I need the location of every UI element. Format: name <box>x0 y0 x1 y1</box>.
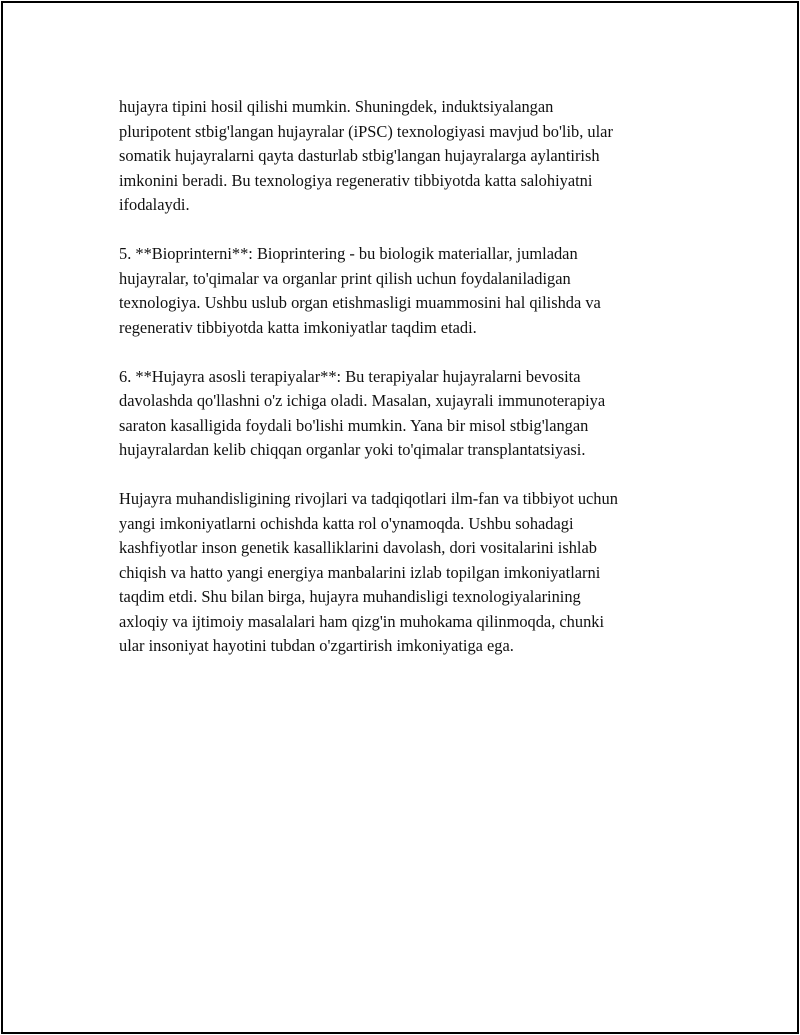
paragraph-bioprinting: 5. **Bioprinterni**: Bioprintering - bu biologik materiallar, jumladan hujayralar, to'qimalar va organlar print qilish uchun foydalaniladigan texnologiya. Ushbu uslub organ etishmasligi muammosini hal qilishda va regenerativ tibbiyotda katta imkoniyatlar taqdim etadi. <box>119 244 601 337</box>
paragraph-ipsc-continuation: hujayra tipini hosil qilishi mumkin. Shuningdek, induktsiyalangan pluripotent stbig'langan hujayralar (iPSC) texnologiyasi mavjud bo'lib, ular somatik hujayralarni qayta dasturlab stbig'langan hujayralarga aylantirish imkonini beradi. Bu texnologiya regenerativ tibbiyotda katta salohiyatni ifodalaydi. <box>119 97 613 214</box>
paragraph-cell-therapies: 6. **Hujayra asosli terapiyalar**: Bu terapiyalar hujayralarni bevosita davolashda qo'llashni o'z ichiga oladi. Masalan, xujayrali immunoterapiya saraton kasalligida foydali bo'lishi mumkin. Yana bir misol stbig'langan hujayralardan kelib chiqqan organlar yoki to'qimalar transplantatsiyasi. <box>119 366 606 459</box>
paragraph-conclusion: Hujayra muhandisligining rivojlari va tadqiqotlari ilm-fan va tibbiyot uchun yangi imkoniyatlarni ochishda katta rol o'ynamoqda. Ushbu sohadagi kashfiyotlar inson genetik kasalliklarini davolash, dori vositalarini ishlab chiqish va hatto yangi energiya manbalarini izlab topilgan imkoniyatlarni taqdim etdi. Shu bilan birga, hujayra muhandisligi texnologiyalarining axloqiy va ijtimoiy masalalari ham qizg'in muhokama qilinmoqda, chunki ular insoniyat hayotini tubdan o'zgartirish imkoniyatiga ega. <box>119 489 618 655</box>
document-page <box>1 1 799 1034</box>
document-body <box>119 95 689 683</box>
